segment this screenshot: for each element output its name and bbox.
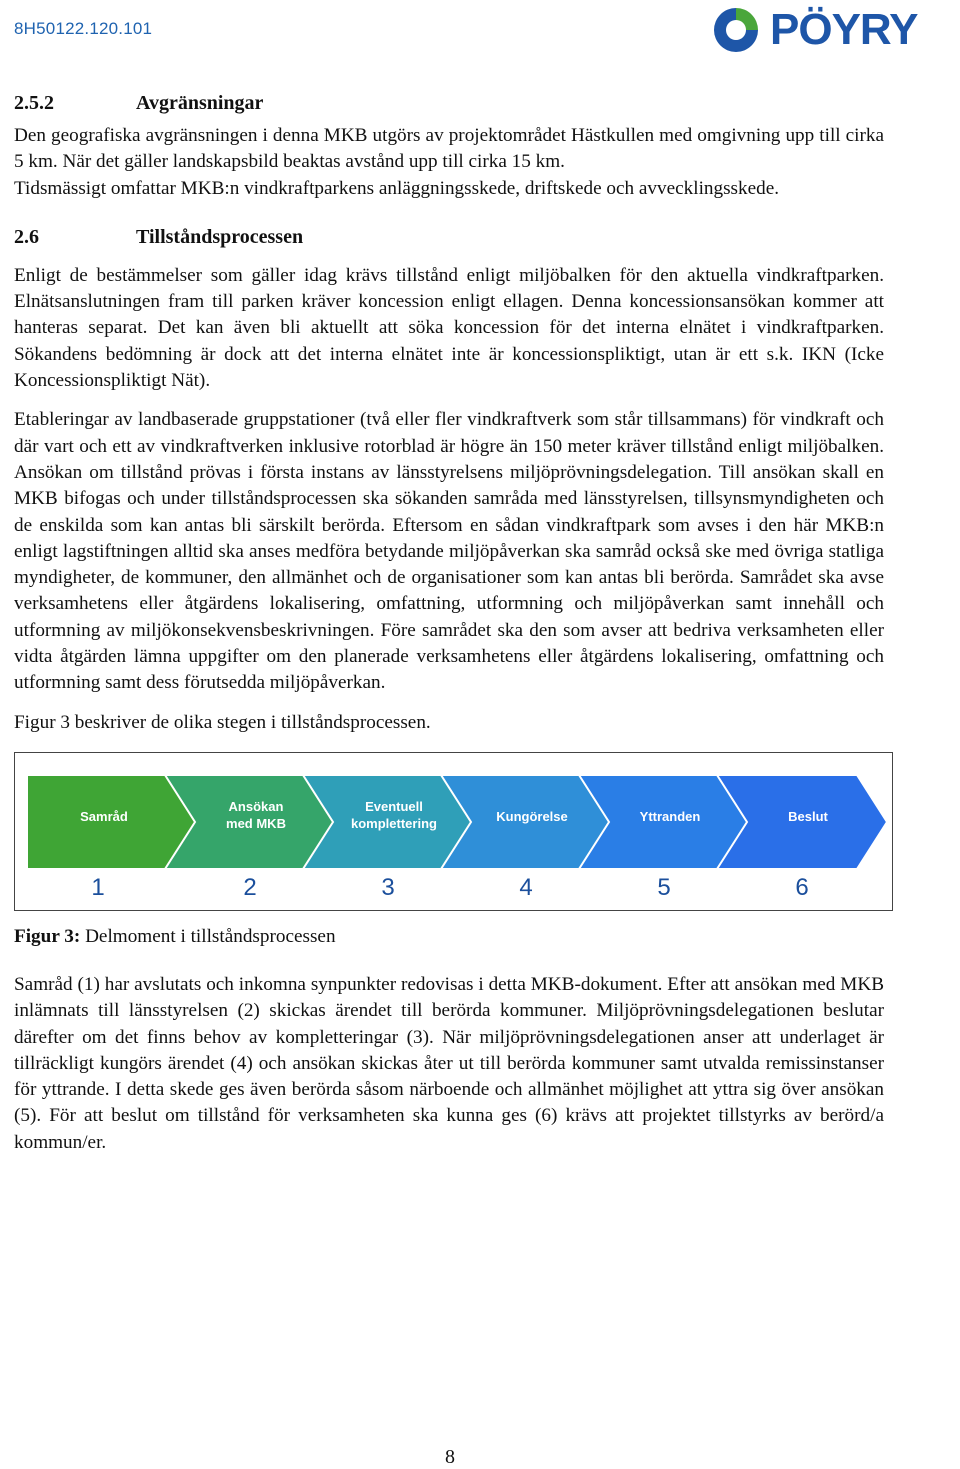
paragraph: Tidsmässigt omfattar MKB:n vindkraftparkens anläggningsskede, driftskede och avvecklingsskede. — [14, 177, 780, 199]
section-number: 2.6 — [14, 225, 39, 248]
figure-label: Figur 3: — [14, 925, 81, 947]
page-number: 8 — [445, 1446, 455, 1468]
process-step-number: 4 — [519, 873, 533, 901]
poyry-logo — [706, 4, 958, 56]
page-content — [14, 90, 884, 1156]
process-step-number: 5 — [657, 873, 671, 901]
paragraph: Enligt de bestämmelser som gäller idag krävs tillstånd enligt miljöbalken för den aktuella vindkraftparken. Elnätsanslutningen fram till parken kräver koncession enligt ellagen. Denna koncessionsansökan kommer att hanteras separat. Det kan även bli aktuellt att söka koncession för det interna elnätet i vindkraftparken. Sökandens bedömning är dock att det interna elnätet inte är koncessionspliktigt, utan är ett s.k. IKN (Icke Koncessionspliktigt Nät). — [14, 264, 884, 392]
process-step-label: Eventuell — [365, 798, 423, 814]
process-step-number: 3 — [381, 873, 395, 901]
process-step-label: Samråd — [80, 808, 128, 824]
process-step-number: 1 — [91, 873, 105, 901]
paragraph: Etableringar av landbaserade gruppstationer (två eller fler vindkraftverk som står tillsammans) för vindkraft och där vart och ett av vindkraftverken inklusive rotorblad är högre än 150 meter kräver tillstånd enligt miljöbalken. Ansökan om tillstånd prövas i första instans av länsstyrelsens miljöprövningsdelegation. Till ansökan skall en MKB bifogas och under tillståndsprocessen ska sökanden samråda med länsstyrelsen, tillsynsmyndigheten och de enskilda som kan antas bli särskilt berörda. Eftersom en sådan vindkraftpark som avses i den här MKB:n enligt lagstiftningen alltid ska anses medföra betydande miljöpåverkan ska samråd också ske med övriga statliga myndigheter, de kommuner, den allmänhet och de organisationer som kan antas bli berörda. Samrådet ska avse verksamhetens eller åtgärdens lokalisering, omfattning, utformning och miljöpåverkan samt innehåll och utformning av miljökonsekvensbeskrivningen. Före samrådet ska den som avser att bedriva verksamheten eller vidta åtgärden lämna uppgifter om den planerade verksamhetens eller åtgärdens lokalisering, omfattning och utformning samt dess förutsedda miljöpåverkan. — [14, 409, 884, 694]
process-step-label: komplettering — [351, 815, 437, 831]
paragraph: Den geografiska avgränsningen i denna MKB utgörs av projektområdet Hästkullen med omgivning upp till cirka 5 km. När det gäller landskapsbild beaktas avstånd upp till cirka 15 km. — [14, 125, 884, 173]
process-steps-diagram — [15, 753, 892, 910]
section-title: Tillståndsprocessen — [136, 225, 304, 248]
process-step-label: Beslut — [788, 808, 828, 824]
section-title: Avgränsningar — [136, 92, 264, 114]
process-step-label: med MKB — [226, 815, 286, 831]
process-step-number: 6 — [795, 873, 809, 901]
process-step-label: Kungörelse — [496, 808, 568, 824]
paragraph: Figur 3 beskriver de olika stegen i tillståndsprocessen. — [14, 711, 431, 733]
process-step-number: 2 — [243, 873, 257, 901]
poyry-swirl-icon — [706, 4, 766, 56]
section-heading-2-6 — [14, 224, 884, 250]
figure-caption — [14, 924, 884, 950]
paragraph: Samråd (1) har avslutats och inkomna synpunkter redovisas i detta MKB-dokument. Efter att ansökan med MKB inlämnats till länsstyrelsen (2) skickas ärendet till berörda kommuner. Miljöprövningsdelegationen beslutar därefter om det finns behov av kompletteringar (3). När miljöprövningsdelegationen anser att underlaget är tillräckligt kungörs ärendet (4) och ansökan skickas åter ut till berörda kommuner samt utvalda remissinstanser för yttrande. I detta skede ges även berörda såsom närboende och allmänhet möjlighet att yttra sig över ansökan (5). För att beslut om tillstånd för verksamheten ska kunna ges (6) krävs att projektet tillstyrks av berörd/a kommun/er. — [14, 973, 884, 1153]
logo-wordmark: PÖYRY — [770, 5, 918, 54]
section-number: 2.5.2 — [14, 92, 54, 114]
figure-caption-text: Delmoment i tillståndsprocessen — [80, 925, 336, 947]
section-heading-2-5-2 — [14, 90, 884, 116]
process-step-label: Ansökan — [228, 798, 284, 814]
document-reference: 8H50122.120.101 — [14, 19, 153, 38]
process-step-label: Yttranden — [639, 808, 701, 824]
process-figure — [14, 752, 893, 911]
